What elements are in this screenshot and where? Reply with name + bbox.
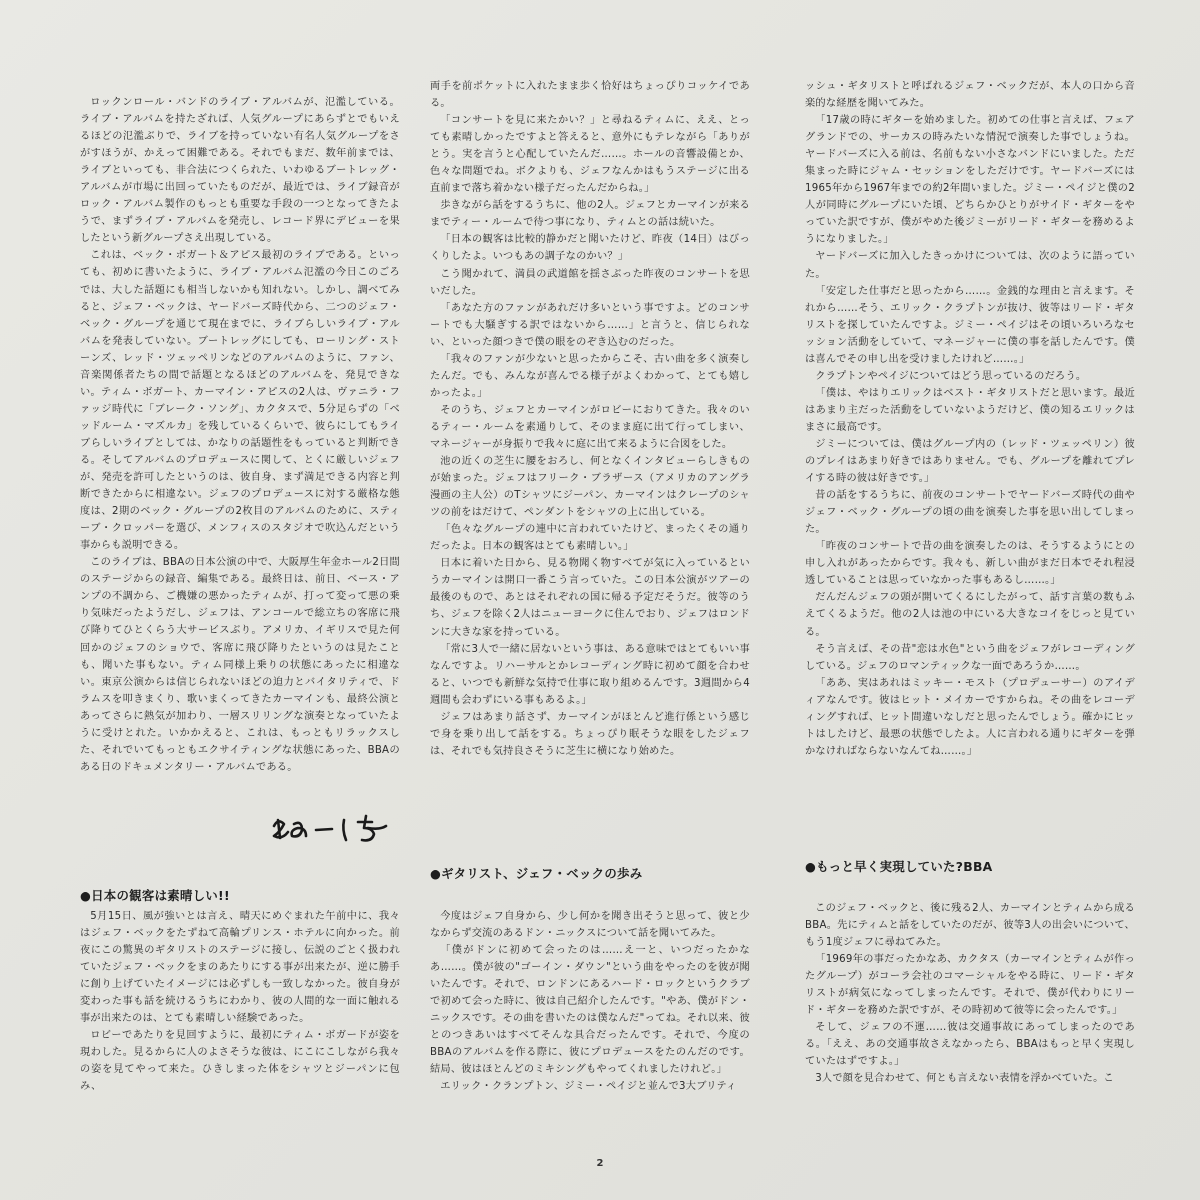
paragraph: これは、ベック・ボガート＆アピス最初のライブである。といっても、初めに書いたように、ライブ・アルバム氾濫の今日このごろでは、大した話題にも相当しないかも知れない。しかし、調べてみると、ジェフ・ベックは、ヤードバーズ時代から、二つのジェフ・ベック・グループを通じて現在までに、ライブらしいライブ・アルバムを発表していない。ブートレッグにしても、ローリング・ストーンズ、レッド・ツェッペリンなどのアルバムのように、ファン、音楽関係者たちの間で話題となるほどのアルバムを、発見できない。ティム・ボガート、カーマイン・アピスの2人は、ヴァニラ・ファッジ時代に「ブレーク・ソング」、カクタスで、5分足らずの「ベッドルーム・マズルカ」を残しているくらいで、彼らにしてもライブらしいライブとしては、かなりの話題性をもっていると判断できる。そしてアルバムのプロデュースに関して、とくに厳しいジェフが、発売を許可したというのは、彼自身、まず満足できる内容と判断できたからに相違ない。ジェフのプロデュースに対する厳格な態度は、2期のベック・グループの2枚目のアルバムのために、スティーブ・クロッパーを選び、メンフィスのスタジオで吹込んだという事からも説明できる。 xyxy=(80,250,400,552)
article-column-3-top xyxy=(805,78,1135,828)
paragraph: だんだんジェフの頭が開いてくるにしたがって、話す言葉の数もふえてくるようだ。他の2人は池の中にいる大きなコイをじっと見ている。 xyxy=(805,592,1135,638)
paragraph: ロビーであたりを見回すように、最初にティム・ボガードが姿を現わした。見るからに人のよさそうな彼は、にこにこしながら我々の姿を見てやって来た。ひきしまった体をシャツとジーパンに包み、 xyxy=(80,1030,400,1093)
paragraph: このライブは、BBAの日本公演の中で、大阪厚生年金ホール2日間のステージからの録音、編集である。最終日は、前日、ベース・アンプの不調から、ご機嫌の悪かったティムが、打って変って悪の乗り気味だったようだし、ジェフは、アンコールで総立ちの客席に飛び降りてひとくらう大サービスぶり。アメリカ、イギリスで見た何回かのジェフのショウで、客席に飛び降りたというのは見たことも、聞いた事もない。ティム同様上乗りの状態にあったに相違ない。東京公演からは信じられないほどの迫力とバイタリティで、ドラムスを叩きまくり、歌いまくってきたカーマインも、最終公演とあってさらに熱気が加わり、一層スリリングな演奏となっていたように受けとれた。いかかえると、これは、もっともリラックスした、それでいてもっともエクサイティングな状態にあった、BBAのある日のドキュメンタリー・アルバムである。 xyxy=(80,557,400,773)
paragraph: 「コンサートを見に来たかい？」と尋ねるティムに、ええ、とっても素晴しかったですよと答えると、意外にもテレながら「ありがとう。実を言うと心配していたんだ……。ホールの音響設備とか、色々な問題でね。ボクよりも、ジェフなんかはもうステージに出る直前まで落ち着かない様子だったんだからね。」 xyxy=(430,115,750,195)
paragraph: 「17歳の時にギターを始めました。初めての仕事と言えば、フェアグランドでの、サーカスの時みたいな情況で演奏した事でしょうね。ヤードバーズに入る前は、名前もない小さなバンドにいました。ただ集まった時にジャム・セッションをしただけです。ヤードバーズには1965年から1967年までの約2年間いました。ジミー・ペイジと僕の2人が同時にグループにいた頃、どちらかひとりがサイド・ギターをやっていた訳ですが、僕がやめた後ジミーがリード・ギターを務めるようになりました。」 xyxy=(805,115,1135,246)
paragraph: 池の近くの芝生に腰をおろし、何となくインタビューらしきものが始まった。ジェフはフリーク・ブラザース（アメリカのアングラ漫画の主人公）のTシャツにジーパン、カーマインはクレープのシャツの前をはだけて、ペンダントをシャツの上に出している。 xyxy=(430,456,750,519)
paragraph: 「僕がドンに初めて会ったのは……え一と、いつだったかなあ……。僕が彼の"ゴーイン・ダウン"という曲をやったのを彼が聞いたんです。それで、ロンドンにあるハード・ロックというクラブで初めて会った時に、彼は自己紹介したんです。"やあ、僕がドン・ニックスです。その曲を書いたのは僕なんだ"ってね。それ以来、彼とのつきあいはすべてそんな具合だったんです。それで、今度のBBAのアルバムを作る際に、彼にプロデュースをたのんだのです。結局、彼はほとんどのミキシングもやってくれましたけれど。」 xyxy=(430,945,750,1076)
paragraph: 日本に着いた日から、見る物聞く物すべてが気に入っているというカーマインは開口一番こう言っていた。この日本公演がツアーの最後のもので、あとはそれぞれの国に帰る予定だそうだ。彼等のうち、ジェフを除く2人はニューヨークに住んでおり、ジェフはロンドンに大きな家を持っている。 xyxy=(430,558,750,638)
article-column-1-bottom xyxy=(80,908,400,1163)
paragraph: 「色々なグループの連中に言われていたけど、まったくその通りだったよ。日本の観客はとても素晴しい。」 xyxy=(430,524,750,553)
paragraph: ヤードバーズに加入したきっかけについては、次のように語っていた。 xyxy=(805,251,1135,280)
paragraph: 「日本の観客は比較的静かだと聞いたけど、昨夜（14日）はびっくりしたよ。いつもあの調子なのかい？」 xyxy=(430,234,750,263)
paragraph: そう言えば、その昔"恋は水色"という曲をジェフがレコーディングしている。ジェフのロマンティックな一面であろうか……。 xyxy=(805,643,1135,672)
paragraph: ロックンロール・バンドのライブ・アルバムが、氾濫している。ライブ・アルバムを持たざれば、人気グループにあらずとでもいえるほどの氾濫ぶりで、ライブを持っていない有名人気グループをさがすほうが、かえって困難である。それでもまだ、数年前までは、ライブといっても、非合法につくられた、いわゆるブートレッグ・アルバムが市場に出回っていたものだが、最近では、ライブ録音がロック・アルバム製作のもっとも重要な手段の一つとなってきたようで、まずライブ・アルバムを発売し、レコード界にデビューを果したという新グループさえ出現している。 xyxy=(80,97,400,245)
paragraph: 5月15日、風が強いとは言え、晴天にめぐまれた午前中に、我々はジェフ・ベックをたずねて高輪プリンス・ホテルに向かった。前夜にこの驚異のギタリストのステージに接し、伝説のごとく扱われていたジェフ・ベックをまのあたりにする事が出来たが、逆に勝手に創り上げていたイメージには必ずしも一致しなかった。彼自身が変わった事も話を続けるうちにわかり、彼の人間的な一面に触れる事が出来たのは、とても素晴しい経験であった。 xyxy=(80,911,400,1025)
paragraph: エリック・クランプトン、ジミー・ペイジと並んで3大ブリティ xyxy=(440,1081,737,1093)
section-heading-guitarist-history: ●ギタリスト、ジェフ・ベックの歩み xyxy=(430,866,643,881)
paragraph: こう聞かれて、満員の武道館を揺さぶった昨夜のコンサートを思いだした。 xyxy=(430,268,750,297)
paragraph: 「ああ、実はあれはミッキー・モスト（プロデューサー）のアイディアなんです。彼はヒット・メイカーですからね。その曲をレコーディングすれば、ヒット間違いなしだと思ったんでしょう。確かにヒットはしたけど、最悪の状態でしたよ。人に言われる通りにギターを弾かなければならないなんてね……。」 xyxy=(805,677,1135,757)
paragraph: ッシュ・ギタリストと呼ばれるジェフ・ベックだが、本人の口から音楽的な経歴を聞いてみた。 xyxy=(805,81,1135,110)
article-column-1-top xyxy=(80,94,400,834)
paragraph: そして、ジェフの不運……彼は交通事故にあってしまったのである。「ええ、あの交通事故さえなかったら、BBAはもっと早く実現していたはずですよ。」 xyxy=(805,1022,1135,1068)
article-column-2-bottom xyxy=(430,908,750,1163)
paragraph: そのうち、ジェフとカーマインがロビーにおりてきた。我々のいるティー・ルームを素通りして、そのまま庭に出て行ってしまい、マネージャーが身振りで我々に庭に出て来るように合図をした。 xyxy=(430,404,750,450)
paragraph: ジェフはあまり話さず、カーマインがほとんど進行係という感じで身を乗り出して話をする。ちょっぴり眠そうな眼をしたジェフは、それでも気持良さそうに芝生に横になり始めた。 xyxy=(430,711,750,757)
paragraph: 「1969年の事だったかなあ、カクタス（カーマインとティムが作ったグループ）がコーラ会社のコマーシャルをやる時に、リード・ギタリストが病気になってしまったんです。それで、僕が代わりにリード・ギターを務めた訳ですが、その時初めて彼等に会ったんです。」 xyxy=(805,954,1135,1017)
paragraph: このジェフ・ベックと、後に残る2人、カーマインとティムから成るBBA。先にティムと話をしていたのだが、彼等3人の出会いについて、もう1度ジェフに尋ねてみた。 xyxy=(805,903,1135,949)
section-heading-japanese-audience: ●日本の観客は素晴しい!! xyxy=(80,888,230,903)
paragraph: 両手を前ポケットに入れたまま歩く恰好はちょっぴりコッケイである。 xyxy=(430,81,750,110)
paragraph: 今度はジェフ自身から、少し何かを聞き出そうと思って、彼と少なからず交流のあるドン・ニックスについて話を聞いてみた。 xyxy=(430,911,750,940)
section-heading-bba-earlier: ●もっと早く実現していた?BBA xyxy=(805,859,993,874)
article-column-3-bottom xyxy=(805,900,1135,1162)
paragraph: 「あなた方のファンがあれだけ多いという事ですよ。どのコンサートでも大騒ぎする訳ではないから……」と言うと、信じられない、といった顔つきで僕の眼をのぞき込むのだった。 xyxy=(430,302,750,348)
author-signature xyxy=(268,812,418,846)
article-column-2-top xyxy=(430,78,750,828)
paragraph: 「常に3人で一緒に居ないという事は、ある意味ではとてもいい事なんですよ。リハーサルとかレコーディング時に初めて顔を合わせると、いつでも新鮮な気持で仕事に取り組めるんです。3週間から4週間も会わずにいる事もあるよ。」 xyxy=(430,643,750,706)
paragraph: 昔の話をするうちに、前夜のコンサートでヤードバーズ時代の曲やジェフ・ベック・グループの頃の曲を演奏した事を思い出してしまった。 xyxy=(805,490,1135,536)
paragraph: ジミーについては、僕はグループ内の（レッド・ツェッペリン）彼のプレイはあまり好きではありません。でも、グループを離れてプレイする時の彼は好きです。」 xyxy=(805,438,1135,485)
paragraph: 「安定した仕事だと思ったから……。金銭的な理由と言えます。それから……そう、エリック・クラプトンが抜け、彼等はリード・ギタリストを探していたんですよ。ジミー・ペイジはその頃いろいろなセッション活動をしていて、マネージャーに僕の事を話したんです。僕は喜んでその申し出を受けましたけれど……。」 xyxy=(805,285,1135,365)
paragraph: 歩きながら話をするうちに、他の2人。ジェフとカーマインが来るまでティー・ルームで待つ事になり、ティムとの話は続いた。 xyxy=(430,200,750,229)
paragraph: 「僕は、やはりエリックはベスト・ギタリストだと思います。最近はあまり主だった活動をしていないようだけど、僕の知るエリックはまさに最高です。 xyxy=(805,387,1135,433)
paragraph: 「昨夜のコンサートで昔の曲を演奏したのは、そうするようにとの申し入れがあったからです。我々も、新しい曲がまだ日本でそれ程浸透していることは思っていなかった事もあるし……。」 xyxy=(805,541,1135,587)
paragraph: クラプトンやペイジについてはどう思っているのだろう。 xyxy=(815,370,1087,382)
page-number: 2 xyxy=(596,1158,604,1169)
paragraph: 3人で顔を見合わせて、何とも言えない表情を浮かべていた。こ xyxy=(815,1073,1114,1085)
paragraph: 「我々のファンが少ないと思ったからこそ、古い曲を多く演奏したんだ。でも、みんなが喜んでる様子がよくわかって、とても嬉しかったよ。」 xyxy=(430,353,750,399)
